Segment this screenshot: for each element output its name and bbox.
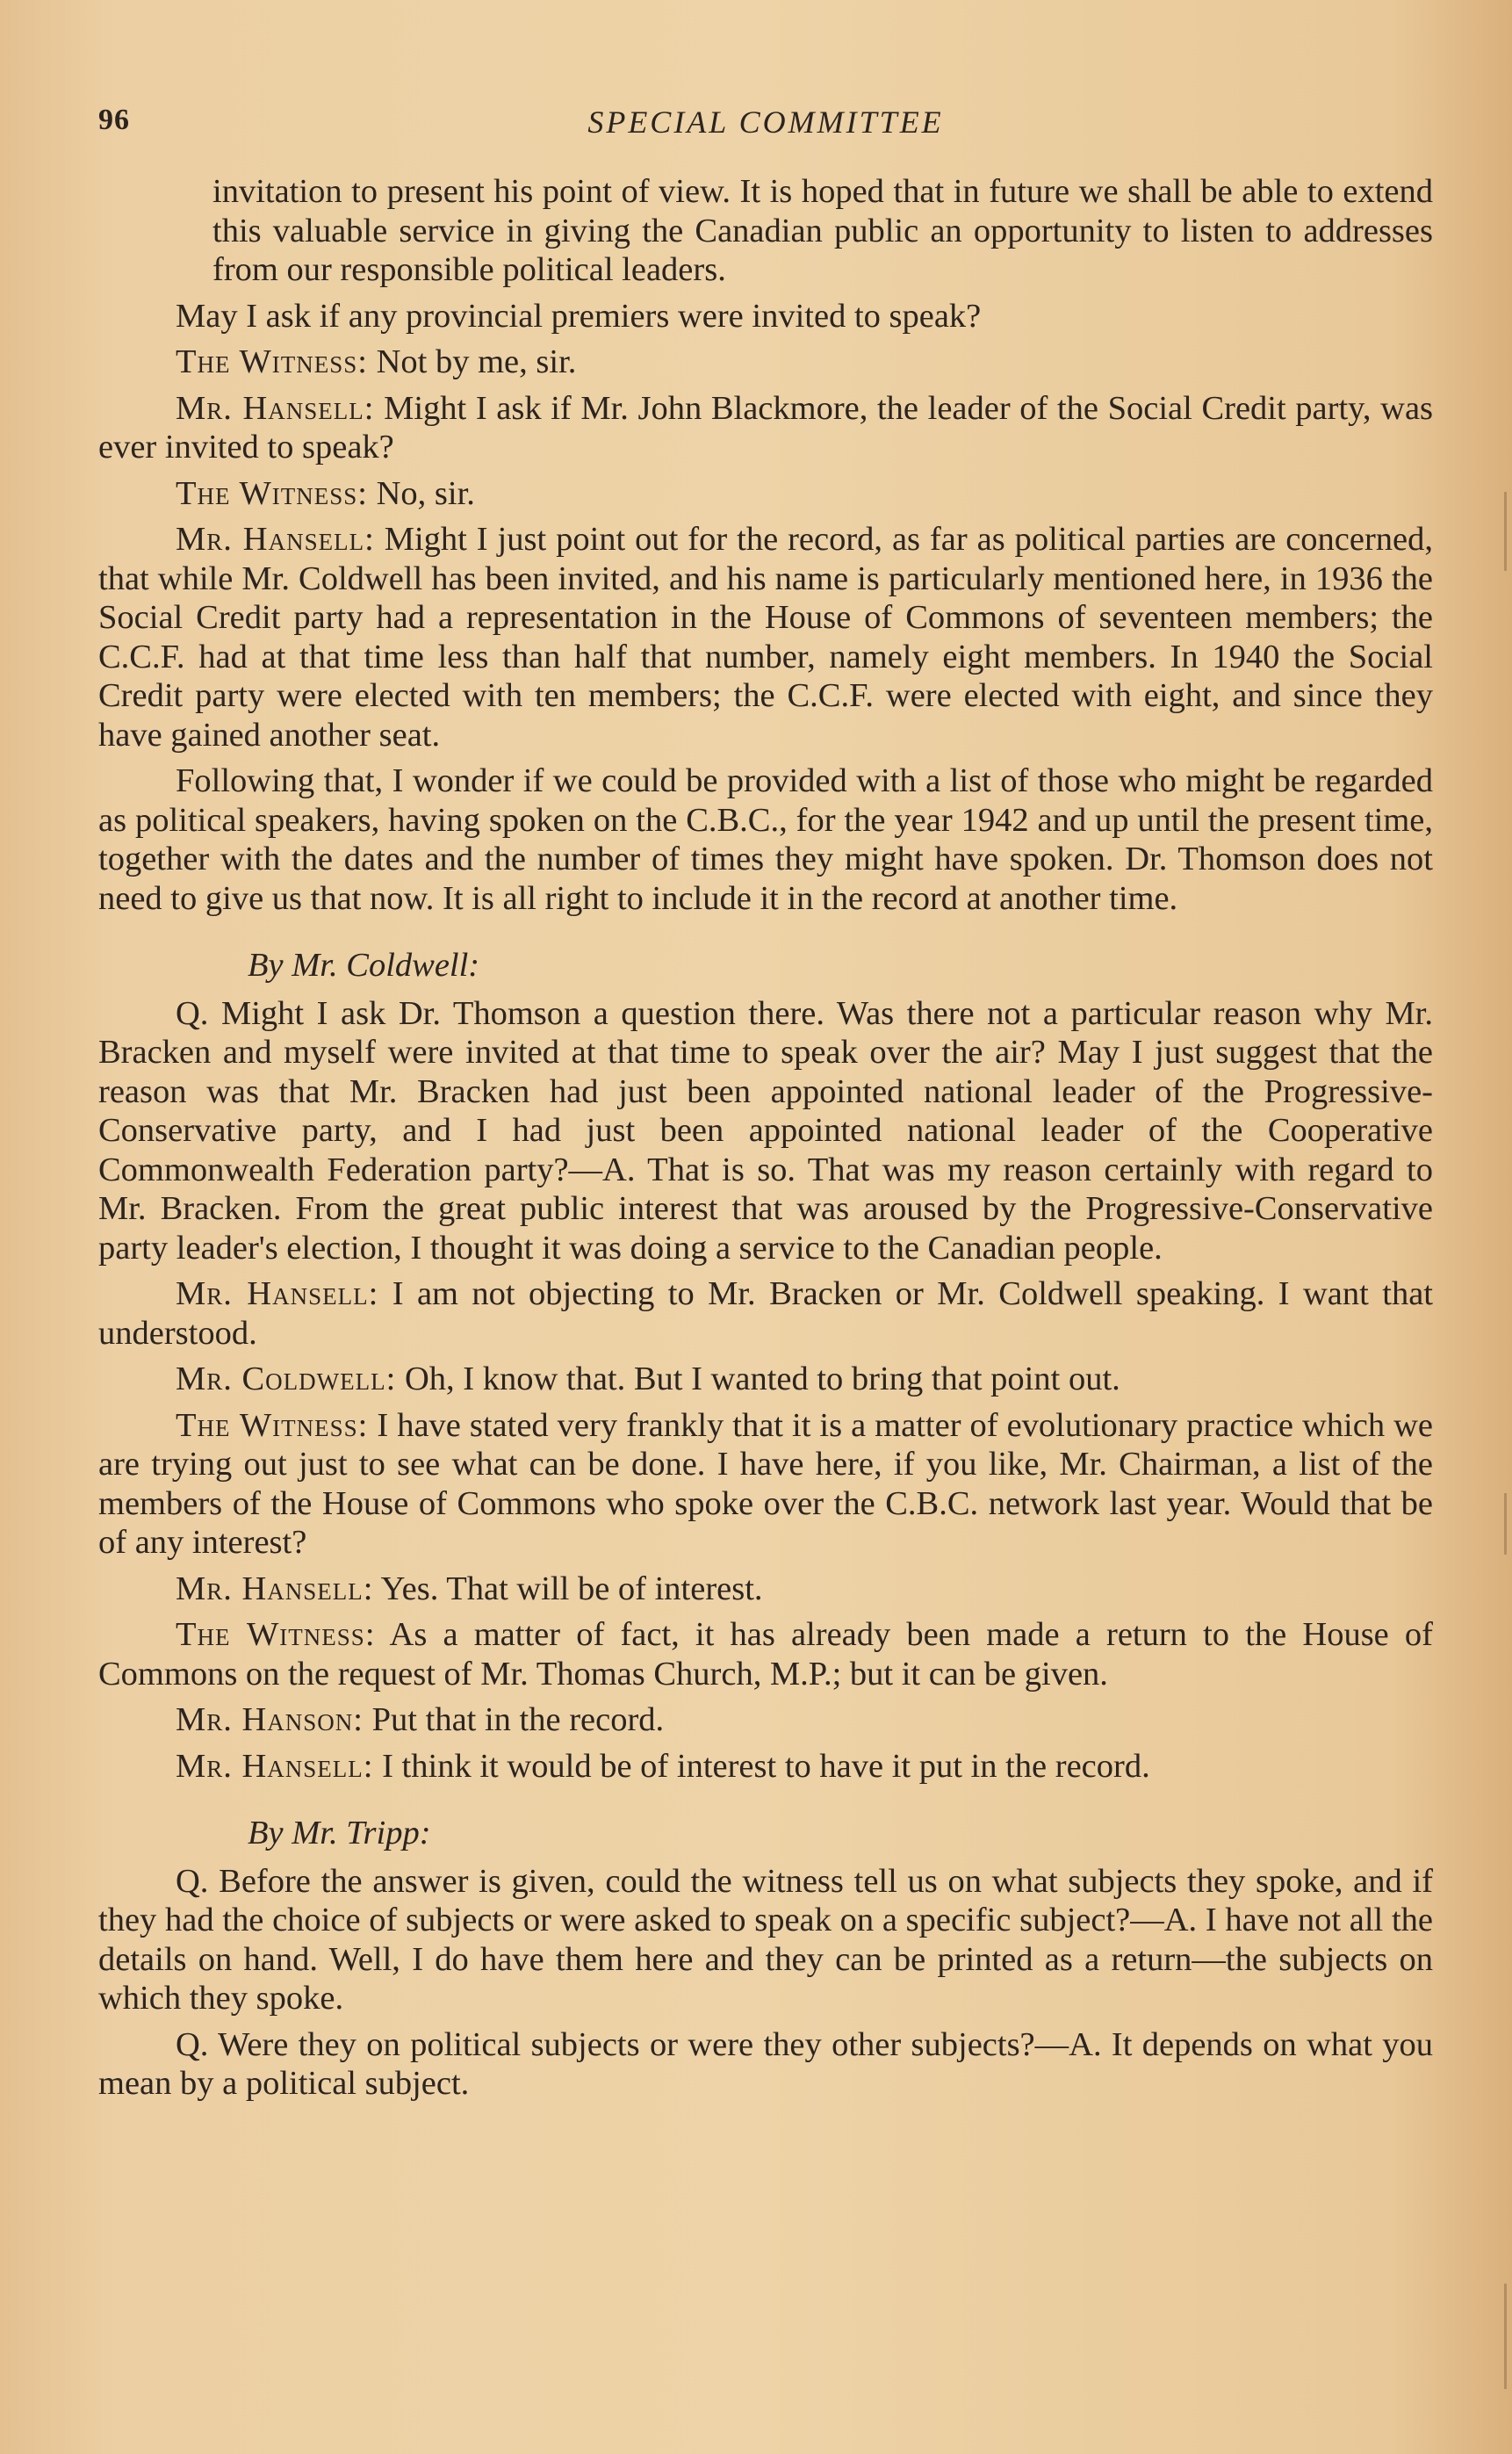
paragraph bbox=[98, 761, 1433, 918]
paragraph-text: Might I ask if Mr. John Blackmore, the leader of the Social Credit party, was ever invited to speak? bbox=[98, 389, 1434, 466]
paragraph bbox=[98, 1274, 1433, 1353]
page-edge-mark bbox=[1504, 2284, 1507, 2389]
paragraph-text: Q. Before the answer is given, could the witness tell us on what subjects they spoke, and if they had the choice of subjects or were asked to speak on a specific subject?—A. I have not all the details on hand. Well, I do have them here and they can be printed as a return—the subjects on which they spoke. bbox=[98, 1862, 1433, 2017]
paragraph-text: Q. Were they on political subjects or were they other subjects?—A. It depends on what you mean by a political subject. bbox=[98, 2025, 1433, 2102]
document-page bbox=[98, 104, 1433, 2104]
paragraph-text: As a matter of fact, it has already been made a return to the House of Commons on the request of Mr. Thomas Church, M.P.; but it can be given. bbox=[98, 1616, 1433, 1693]
speaker-label: The Witness: bbox=[176, 474, 368, 512]
byline: By Mr. Coldwell: bbox=[248, 947, 480, 984]
speaker-label: The Witness: bbox=[176, 343, 368, 380]
paragraph-text: Oh, I know that. But I wanted to bring that point out. bbox=[396, 1361, 1120, 1397]
speaker-label: Mr. Hansell: bbox=[176, 389, 375, 427]
speaker-label: Mr. Hansell: bbox=[176, 1570, 374, 1607]
paragraph bbox=[98, 1615, 1433, 1693]
body-text bbox=[98, 172, 1433, 2104]
speaker-label: The Witness: bbox=[176, 1616, 376, 1653]
paragraph bbox=[98, 1747, 1433, 1786]
speaker-label: Mr. Hansell: bbox=[176, 1747, 374, 1785]
paragraph-text: Q. Might I ask Dr. Thomson a question there. Was there not a particular reason why Mr. Bracken and myself were invited at that time to speak over the air? May I just suggest that the reason was that Mr. Bracken had just been appointed national leader of the Progressive-Conservative party, and I had just been appointed national leader of the Cooperative Commonwealth Federation party?—A. That is so. That was my reason certainly with regard to Mr. Bracken. From the great public interest that was aroused by the Progressive-Conservative party leader's election, I thought it was doing a service to the Canadian people. bbox=[98, 994, 1433, 1267]
speaker-label: Mr. Hansell: bbox=[176, 1275, 379, 1312]
paragraph-text: Following that, I wonder if we could be provided with a list of those who might be regarded as political speakers, having spoken on the C.B.C., for the year 1942 and up until the present time, together with the dates and the number of times they might have spoken. Dr. Thomson does not need to give us that now. It is all right to include it in the record at another time. bbox=[98, 762, 1433, 917]
paragraph bbox=[98, 474, 1433, 514]
paragraph bbox=[98, 389, 1433, 467]
paragraph bbox=[98, 1700, 1433, 1740]
paragraph bbox=[98, 1406, 1433, 1563]
paragraph-text: I have stated very frankly that it is a matter of evolutionary practice which we are trying out just to see what can be done. I have here, if you like, Mr. Chairman, a list of the members of the House of Commons who spoke over the C.B.C. network last year. Would that be of any interest? bbox=[98, 1406, 1433, 1561]
speaker-label: Mr. Coldwell: bbox=[176, 1361, 397, 1397]
paragraph bbox=[98, 297, 1433, 336]
paragraph-text: No, sir. bbox=[367, 474, 475, 512]
paragraph-text: Yes. That will be of interest. bbox=[373, 1570, 763, 1607]
paragraph-text: I think it would be of interest to have it put in the record. bbox=[373, 1747, 1150, 1785]
paragraph-text: Might I just point out for the record, as far as political parties are concerned, that while Mr. Coldwell has been invited, and his name is particularly mentioned here, in 1936 the Social Credit party had a representation in the House of Commons of seventeen members; the C.C.F. had at that time less than half that number, namely eight members. In 1940 the Social Credit party were elected with ten members; the C.C.F. were elected with eight, and since they have gained another seat. bbox=[98, 521, 1434, 754]
paragraph bbox=[98, 520, 1433, 754]
page-edge-mark bbox=[1504, 492, 1507, 571]
byline: By Mr. Tripp: bbox=[248, 1815, 431, 1851]
paragraph-text: Not by me, sir. bbox=[367, 343, 577, 380]
paragraph bbox=[98, 1862, 1433, 2018]
speaker-label: Mr. Hanson: bbox=[176, 1701, 364, 1738]
paragraph bbox=[98, 343, 1433, 382]
paragraph bbox=[98, 1570, 1433, 1609]
speaker-label: Mr. Hansell: bbox=[176, 521, 375, 558]
page-header bbox=[98, 104, 1433, 156]
page-number: 96 bbox=[98, 104, 130, 136]
quoted-passage: invitation to present his point of view. It is hoped that in future we shall be able to extend this valuable service in giving the Canadian public an opportunity to listen to addresses from our responsible political leaders. bbox=[212, 173, 1433, 288]
page-edge-mark bbox=[1504, 1493, 1507, 1555]
paragraph bbox=[98, 2025, 1433, 2104]
paragraph bbox=[98, 994, 1433, 1268]
paragraph-text: May I ask if any provincial premiers were invited to speak? bbox=[176, 297, 982, 335]
paragraph-text: Put that in the record. bbox=[364, 1701, 665, 1738]
paragraph bbox=[98, 1360, 1433, 1399]
speaker-label: The Witness: bbox=[176, 1406, 369, 1444]
paragraph-text: I am not objecting to Mr. Bracken or Mr. Coldwell speaking. I want that understood. bbox=[98, 1275, 1434, 1352]
running-head: SPECIAL COMMITTEE bbox=[587, 105, 944, 140]
